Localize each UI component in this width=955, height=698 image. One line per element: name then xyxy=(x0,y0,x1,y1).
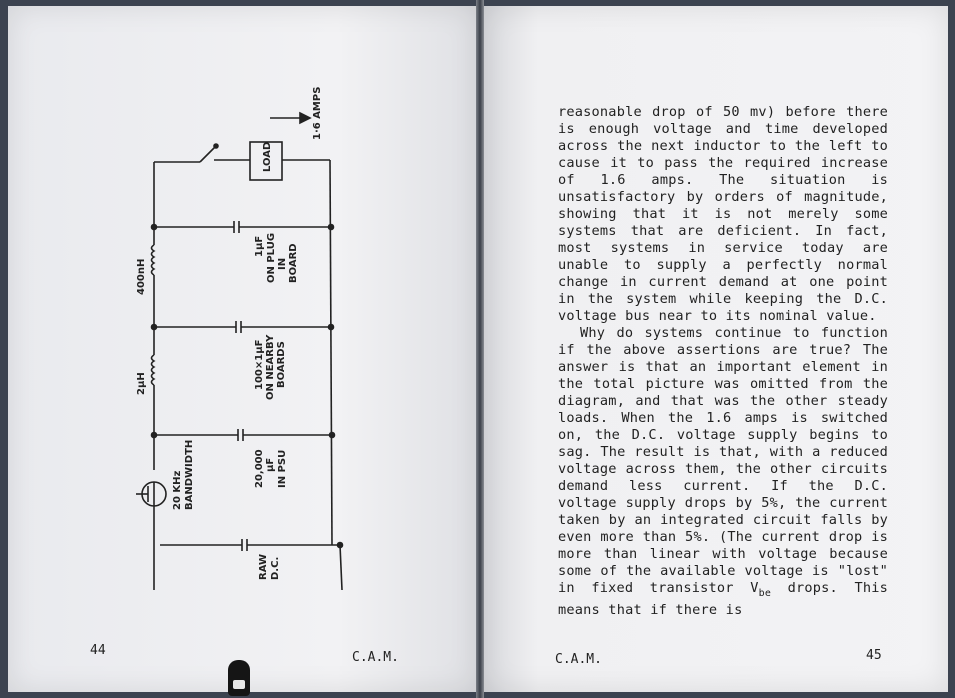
cap-1-desc-3: BOARD xyxy=(288,243,299,283)
cap-1-value: 1μF xyxy=(254,235,265,257)
circuit-diagram xyxy=(110,70,360,600)
cap-3-desc-1: μF xyxy=(265,457,276,472)
paragraph-2 xyxy=(558,325,888,619)
right-page-text xyxy=(558,104,888,619)
inductor-1-label: 400nH xyxy=(136,258,147,295)
vbe-symbol: $V_{be}$ xyxy=(750,580,772,599)
cap-2-desc-1: ON NEARBY xyxy=(265,334,276,400)
cap-2-value: 100×1μF xyxy=(254,339,265,390)
cap-1-desc-2: IN xyxy=(277,257,288,270)
right-page-footer: C.A.M. xyxy=(555,652,602,667)
load-label: LOAD xyxy=(262,141,273,172)
book-gutter xyxy=(476,0,484,698)
cap-2-desc-2: BOARDS xyxy=(276,341,287,388)
paragraph-2-text: Why do systems continue to function if the above assertions are true? The answer is that an important element in the total picture was omitted from the diagram, and that was the other steady loads. When the 1.6 amps is switched on, the D.C. voltage supply begins to sag. The result is that, with a reduced voltage across them, the other circuits demand less current. If the D.C. voltage supply drops by 5%, the current taken by an integrated circuit falls by even more than 5%. (The current drop is more than linear with voltage because some of the available voltage is "lost" in fixed transistor xyxy=(558,325,888,596)
paragraph-2-end: drops. This means that if there is xyxy=(558,580,888,618)
right-page-number: 45 xyxy=(866,648,882,663)
left-page-number: 44 xyxy=(90,643,106,658)
binder-clip xyxy=(228,660,250,696)
cap-3-value: 20,000 xyxy=(254,449,265,488)
transistor-label-1: 20 KHz xyxy=(172,470,183,510)
cap-1-desc-1: ON PLUG xyxy=(266,232,277,283)
current-label: 1·6 AMPS xyxy=(312,86,323,140)
inductor-2-label: 2μH xyxy=(136,372,147,395)
raw-label-1: RAW xyxy=(258,553,269,580)
cap-3-desc-2: IN PSU xyxy=(277,449,288,488)
raw-label-2: D.C. xyxy=(270,556,281,580)
left-page-footer: C.A.M. xyxy=(352,650,399,665)
transistor-label-2: BANDWIDTH xyxy=(184,439,195,510)
paragraph-1: reasonable drop of 50 mv) before there is enough voltage and time developed across the next inductor to the left to cause it to pass the required increase of 1.6 amps. The situation is unsatisfactory by orders of magnitude, showing that it is not merely some systems that are deficient. In fact, most systems in service today are unable to supply a perfectly normal change in current demand at one point in the system while keeping the D.C. voltage bus near to its nominal value. xyxy=(558,104,888,324)
